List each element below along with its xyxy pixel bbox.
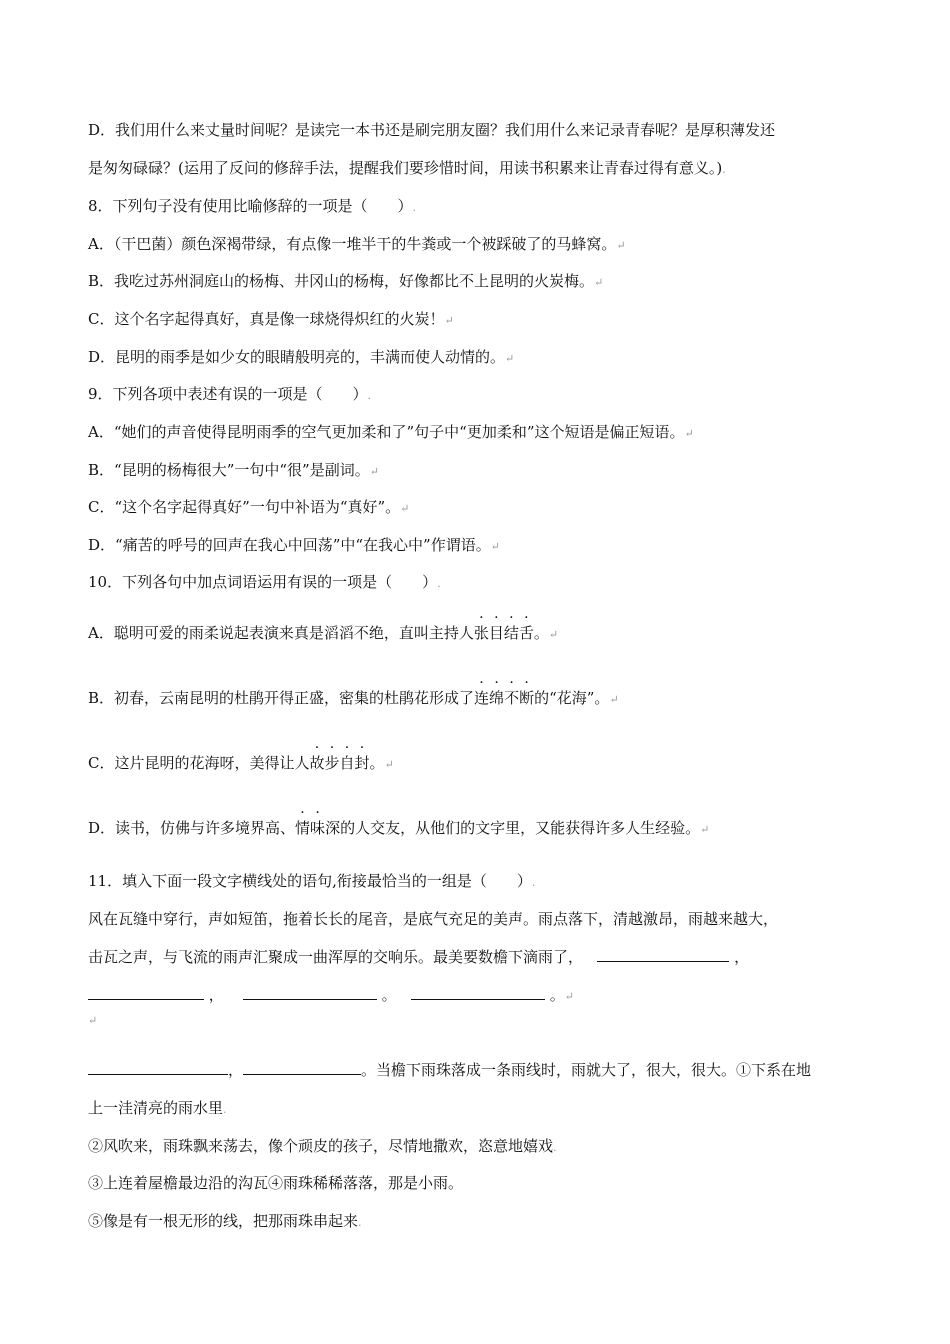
q11-passage-line2: 击瓦之声，与飞流的雨声汇聚成一曲浑厚的交响乐。最美要数檐下滴雨了， ，: [88, 948, 750, 966]
q10-option-d: D．读书，仿佛与许多境界高、情味深的人交友，从他们的文字里，又能获得许多人生经验。↵: [88, 819, 710, 837]
q9-option-b: B．“昆明的杨梅很大”一句中“很”是副词。↵: [88, 461, 379, 479]
q8-stem: 8．下列句子没有使用比喻修辞的一项是（ ）.: [88, 197, 417, 215]
q10-stem: 10．下列各句中加点词语运用有误的一项是（ ）.: [88, 573, 441, 591]
q10-option-b: B．初春，云南昆明的杜鹃开得正盛，密集的杜鹃花形成了连绵不断的“花海”。↵: [88, 689, 619, 707]
empty-paragraph: ↵: [88, 1014, 98, 1027]
answer-blank[interactable]: [411, 985, 545, 1000]
q11-items-3-4: ③上连着屋檐最边沿的沟瓦④雨珠稀稀落落，那是小雨。: [88, 1174, 464, 1192]
q11-passage-line1: 风在瓦缝中穿行，声如短笛，拖着长长的尾音，是底气充足的美声。雨点落下，清越激昂，雨越来越大，: [88, 910, 779, 928]
q9-option-c: C．“这个名字起得真好”一句中补语为“真好”。↵: [88, 498, 410, 516]
q11-stem: 11．填入下面一段文字横线处的语句,衔接最恰当的一组是（ ）.: [88, 872, 536, 890]
q8-option-d: D．昆明的雨季是如少女的眼睛般明亮的，丰满而使人动情的。↵: [88, 348, 515, 366]
q10-option-c: C．这片昆明的花海呀，美得让人故步自封。↵: [88, 754, 394, 772]
q11-item-2: ②风吹来，雨珠飘来荡去，像个顽皮的孩子，尽情地撒欢，恣意地嬉戏.: [88, 1137, 557, 1155]
q11-passage-line4: 上一洼清亮的雨水里.: [88, 1099, 227, 1117]
q11-passage-line3: ， 。当檐下雨珠落成一条雨线时，雨就大了，很大，很大。①下系在地: [88, 1060, 811, 1080]
answer-blank[interactable]: [88, 985, 204, 1000]
q7-option-d-line2: 是匆匆碌碌？(运用了反问的修辞手法，提醒我们要珍惜时间，用读书积累来让青春过得有意义。).: [88, 159, 726, 177]
q11-blanks-line: ， 。 。↵: [88, 985, 574, 1007]
answer-blank[interactable]: [243, 1060, 361, 1075]
q10-option-a: A．聪明可爱的雨柔说起表演来真是滔滔不绝，直叫主持人张目结舌。↵: [88, 624, 559, 642]
answer-blank[interactable]: [243, 985, 377, 1000]
q8-option-b: B．我吃过苏州洞庭山的杨梅、井冈山的杨梅，好像都比不上昆明的火炭梅。↵: [88, 272, 604, 290]
q8-option-c: C．这个名字起得真好，真是像一球烧得炽红的火炭！↵: [88, 310, 454, 328]
q9-stem: 9．下列各项中表述有误的一项是（ ）.: [88, 385, 372, 403]
answer-blank[interactable]: [597, 947, 729, 962]
answer-blank[interactable]: [88, 1060, 228, 1075]
q11-item-5: ⑤像是有一根无形的线，把那雨珠串起来.: [88, 1212, 362, 1230]
q8-option-a: A．（干巴菌）颜色深褐带绿，有点像一堆半干的牛粪或一个被踩破了的马蜂窝。↵: [88, 235, 626, 253]
q7-option-d-line1: D．我们用什么来丈量时间呢？是读完一本书还是刷完朋友圈？我们用什么来记录青春呢？是厚积薄发还: [88, 121, 776, 139]
q9-option-a: A．“她们的声音使得昆明雨季的空气更加柔和了”句子中“更加柔和”这个短语是偏正短语。↵: [88, 423, 694, 441]
q9-option-d: D．“痛苦的呼号的回声在我心中回荡”中“在我心中”作谓语。↵: [88, 536, 500, 554]
